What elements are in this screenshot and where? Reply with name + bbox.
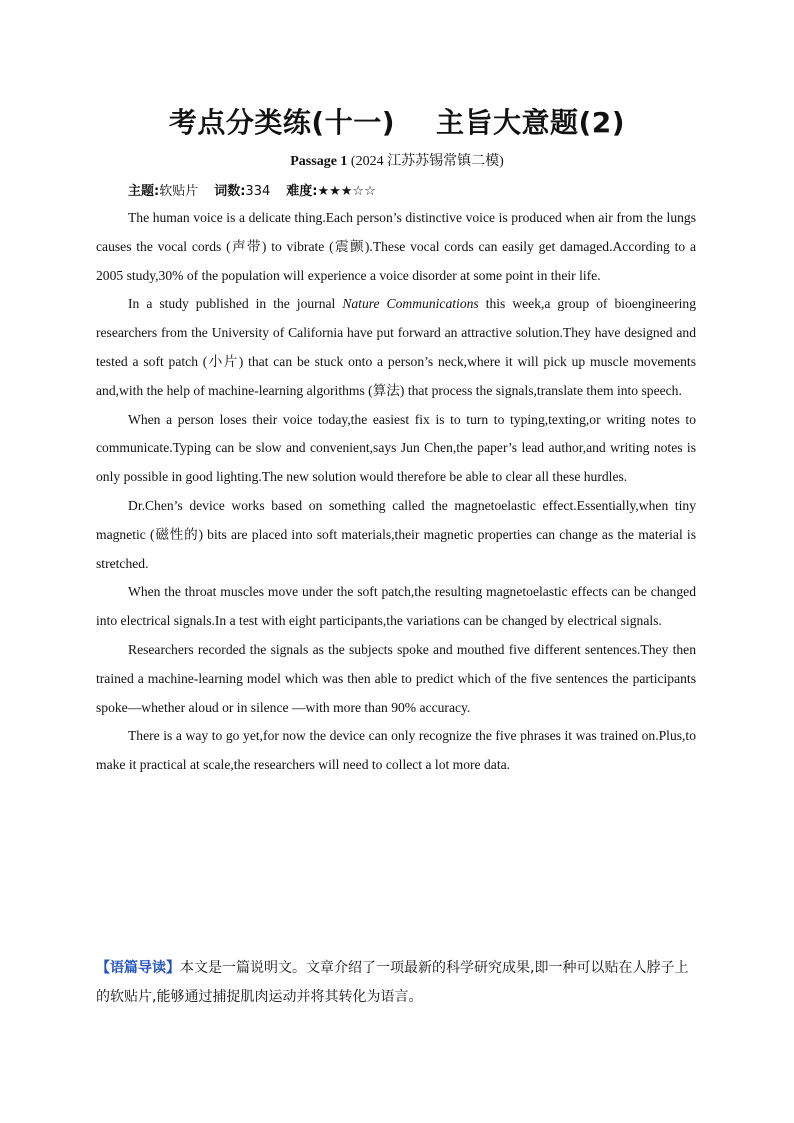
guide-label: 【语篇导读】 <box>96 960 180 976</box>
word-count-label: 词数: <box>214 184 246 199</box>
paragraph-2 <box>96 290 696 405</box>
passage-guide <box>96 954 696 1012</box>
passage-heading <box>0 150 794 170</box>
paragraph-6: Researchers recorded the signals as the subjects spoke and mouthed five different sentences.They then trained a machine-learning model which was then able to predict which of the five sentences the participants spoke—whether aloud or in silence —with more than 90% accuracy. <box>96 641 696 715</box>
paragraph-3: When a person loses their voice today,the easiest fix is to turn to typing,texting,or writing notes to communicate.Typing can be slow and convenient,says Jun Chen,the paper’s lead author,and writing notes is only possible in good lighting.The new solution would therefore be able to clear all these hurdles. <box>96 411 696 485</box>
difficulty-stars: ★★★☆☆ <box>317 184 376 199</box>
paragraph-2-part-1: In a study published in the journal <box>128 296 343 312</box>
guide-text: 本文是一篇说明文。文章介绍了一项最新的科学研究成果,即一种可以贴在人脖子上的软贴片,能够通过捕捉肌肉运动并将其转化为语言。 <box>96 960 689 1005</box>
passage-body <box>96 204 696 780</box>
word-count-value: 334 <box>245 184 271 199</box>
journal-name: Nature Communications <box>342 296 479 312</box>
paragraph-1: The human voice is a delicate thing.Each person’s distinctive voice is produced when air from the lungs causes the vocal cords (声带) to vibrate (震颤).These vocal cords can easily get damaged.According to a 2005 study,30% of the population will experience a voice disorder at some point in their life. <box>96 210 696 283</box>
topic-value: 软贴片 <box>159 184 199 199</box>
page-title: 考点分类练(十一) 主旨大意题(2) <box>168 106 626 139</box>
paragraph-4: Dr.Chen’s device works based on something called the magnetoelastic effect.Essentially,when tiny magnetic (磁性的) bits are placed into soft materials,their magnetic properties can change as the material is stretched. <box>96 497 696 571</box>
paragraph-2-part-2: this week,a group of bioengineering researchers from the University of California have put forward an attractive solution.They have designed and tested a soft patch (小片) that can be stuck onto a person’s neck,where it will pick up muscle movements and,with the help of machine-learning algorithms (算法) that process the signals,translate them into speech. <box>96 296 696 398</box>
passage-number: Passage 1 <box>290 154 348 169</box>
passage-meta <box>128 180 392 200</box>
paragraph-5: When the throat muscles move under the soft patch,the resulting magnetoelastic effects can be changed into electrical signals.In a test with eight participants,the variations can be changed by electrical signals. <box>96 584 696 629</box>
topic-label: 主题: <box>128 184 160 199</box>
paragraph-7: There is a way to go yet,for now the device can only recognize the five phrases it was trained on.Plus,to make it practical at scale,the researchers will need to collect a lot more data. <box>96 728 696 773</box>
passage-source: (2024 江苏苏锡常镇二模) <box>347 154 504 169</box>
difficulty-label: 难度: <box>286 184 318 199</box>
